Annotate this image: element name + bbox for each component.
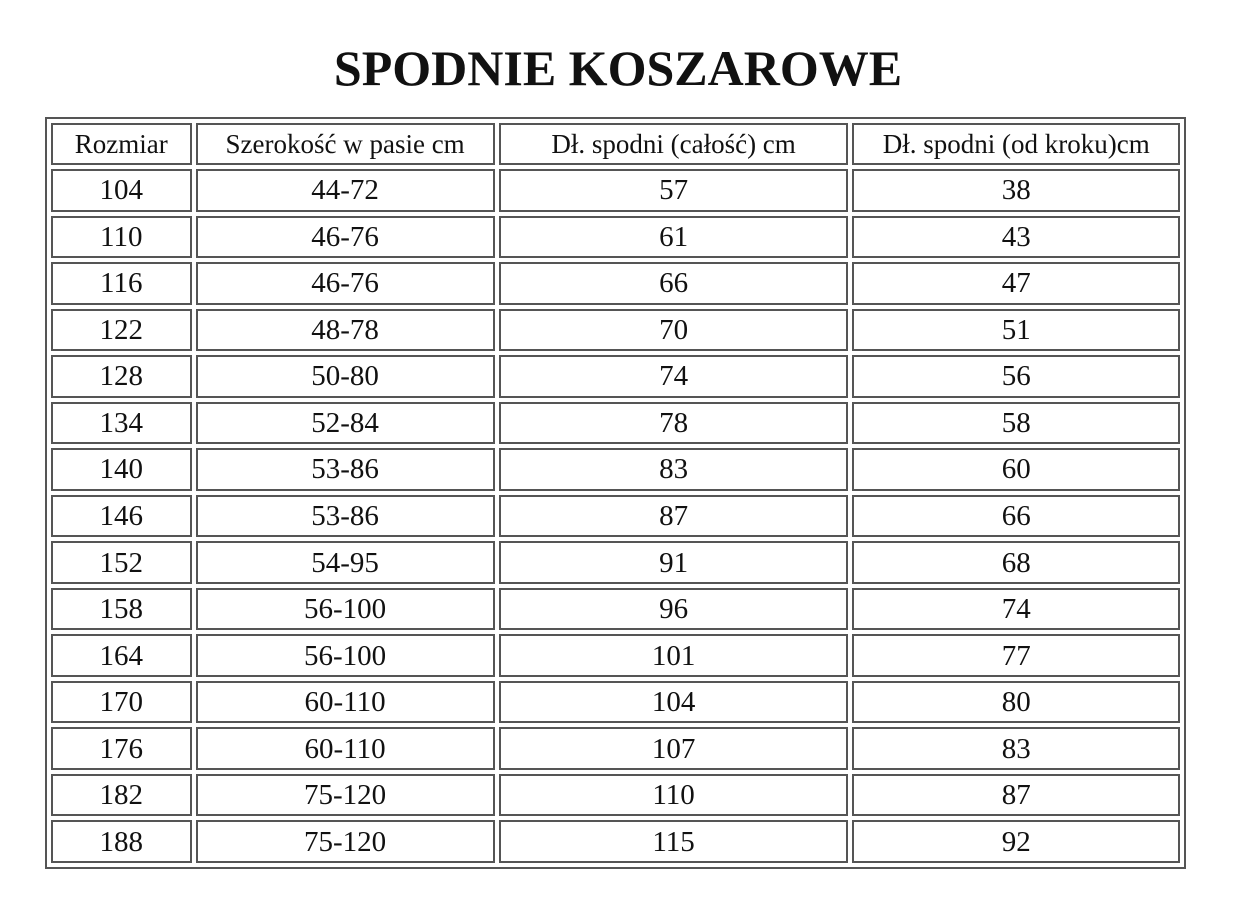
cell-waist: 60-110 — [196, 681, 495, 724]
table-row — [51, 541, 1180, 584]
cell-inseam: 43 — [852, 216, 1180, 259]
cell-total-length: 78 — [499, 402, 849, 445]
table-row — [51, 774, 1180, 817]
cell-waist: 48-78 — [196, 309, 495, 352]
cell-size: 146 — [51, 495, 192, 538]
cell-inseam: 74 — [852, 588, 1180, 631]
cell-size: 110 — [51, 216, 192, 259]
table-header-row — [51, 123, 1180, 165]
cell-total-length: 83 — [499, 448, 849, 491]
header-waist-width: Szerokość w pasie cm — [196, 123, 495, 165]
table-row — [51, 588, 1180, 631]
table-row — [51, 309, 1180, 352]
cell-waist: 60-110 — [196, 727, 495, 770]
size-chart-table — [45, 117, 1186, 869]
cell-size: 170 — [51, 681, 192, 724]
cell-inseam: 68 — [852, 541, 1180, 584]
cell-size: 134 — [51, 402, 192, 445]
cell-size: 116 — [51, 262, 192, 305]
cell-total-length: 70 — [499, 309, 849, 352]
table-row — [51, 216, 1180, 259]
cell-waist: 52-84 — [196, 402, 495, 445]
cell-size: 152 — [51, 541, 192, 584]
table-row — [51, 634, 1180, 677]
cell-waist: 53-86 — [196, 448, 495, 491]
cell-waist: 56-100 — [196, 588, 495, 631]
table-row — [51, 262, 1180, 305]
cell-waist: 54-95 — [196, 541, 495, 584]
cell-total-length: 91 — [499, 541, 849, 584]
cell-waist: 53-86 — [196, 495, 495, 538]
cell-waist: 44-72 — [196, 169, 495, 212]
page-title: SPODNIE KOSZAROWE — [333, 40, 903, 96]
header-size: Rozmiar — [51, 123, 192, 165]
cell-total-length: 66 — [499, 262, 849, 305]
cell-total-length: 107 — [499, 727, 849, 770]
cell-waist: 46-76 — [196, 216, 495, 259]
cell-waist: 50-80 — [196, 355, 495, 398]
cell-total-length: 115 — [499, 820, 849, 863]
table-row — [51, 355, 1180, 398]
cell-size: 188 — [51, 820, 192, 863]
cell-total-length: 101 — [499, 634, 849, 677]
cell-inseam: 38 — [852, 169, 1180, 212]
cell-inseam: 83 — [852, 727, 1180, 770]
cell-waist: 46-76 — [196, 262, 495, 305]
table-row — [51, 402, 1180, 445]
cell-size: 140 — [51, 448, 192, 491]
cell-size: 122 — [51, 309, 192, 352]
cell-total-length: 61 — [499, 216, 849, 259]
cell-inseam: 80 — [852, 681, 1180, 724]
cell-inseam: 51 — [852, 309, 1180, 352]
header-inseam-length: Dł. spodni (od kroku)cm — [852, 123, 1180, 165]
cell-total-length: 87 — [499, 495, 849, 538]
cell-size: 128 — [51, 355, 192, 398]
cell-inseam: 92 — [852, 820, 1180, 863]
cell-total-length: 104 — [499, 681, 849, 724]
table-row — [51, 448, 1180, 491]
cell-inseam: 47 — [852, 262, 1180, 305]
table-row — [51, 681, 1180, 724]
cell-size: 182 — [51, 774, 192, 817]
cell-waist: 75-120 — [196, 820, 495, 863]
table-row — [51, 820, 1180, 863]
cell-inseam: 56 — [852, 355, 1180, 398]
cell-waist: 75-120 — [196, 774, 495, 817]
cell-total-length: 110 — [499, 774, 849, 817]
cell-size: 164 — [51, 634, 192, 677]
cell-inseam: 60 — [852, 448, 1180, 491]
cell-size: 176 — [51, 727, 192, 770]
cell-inseam: 66 — [852, 495, 1180, 538]
cell-total-length: 57 — [499, 169, 849, 212]
table-row — [51, 727, 1180, 770]
cell-total-length: 74 — [499, 355, 849, 398]
cell-total-length: 96 — [499, 588, 849, 631]
cell-inseam: 77 — [852, 634, 1180, 677]
header-total-length: Dł. spodni (całość) cm — [499, 123, 849, 165]
cell-size: 158 — [51, 588, 192, 631]
cell-size: 104 — [51, 169, 192, 212]
cell-inseam: 87 — [852, 774, 1180, 817]
table-row — [51, 169, 1180, 212]
cell-inseam: 58 — [852, 402, 1180, 445]
table-row — [51, 495, 1180, 538]
cell-waist: 56-100 — [196, 634, 495, 677]
